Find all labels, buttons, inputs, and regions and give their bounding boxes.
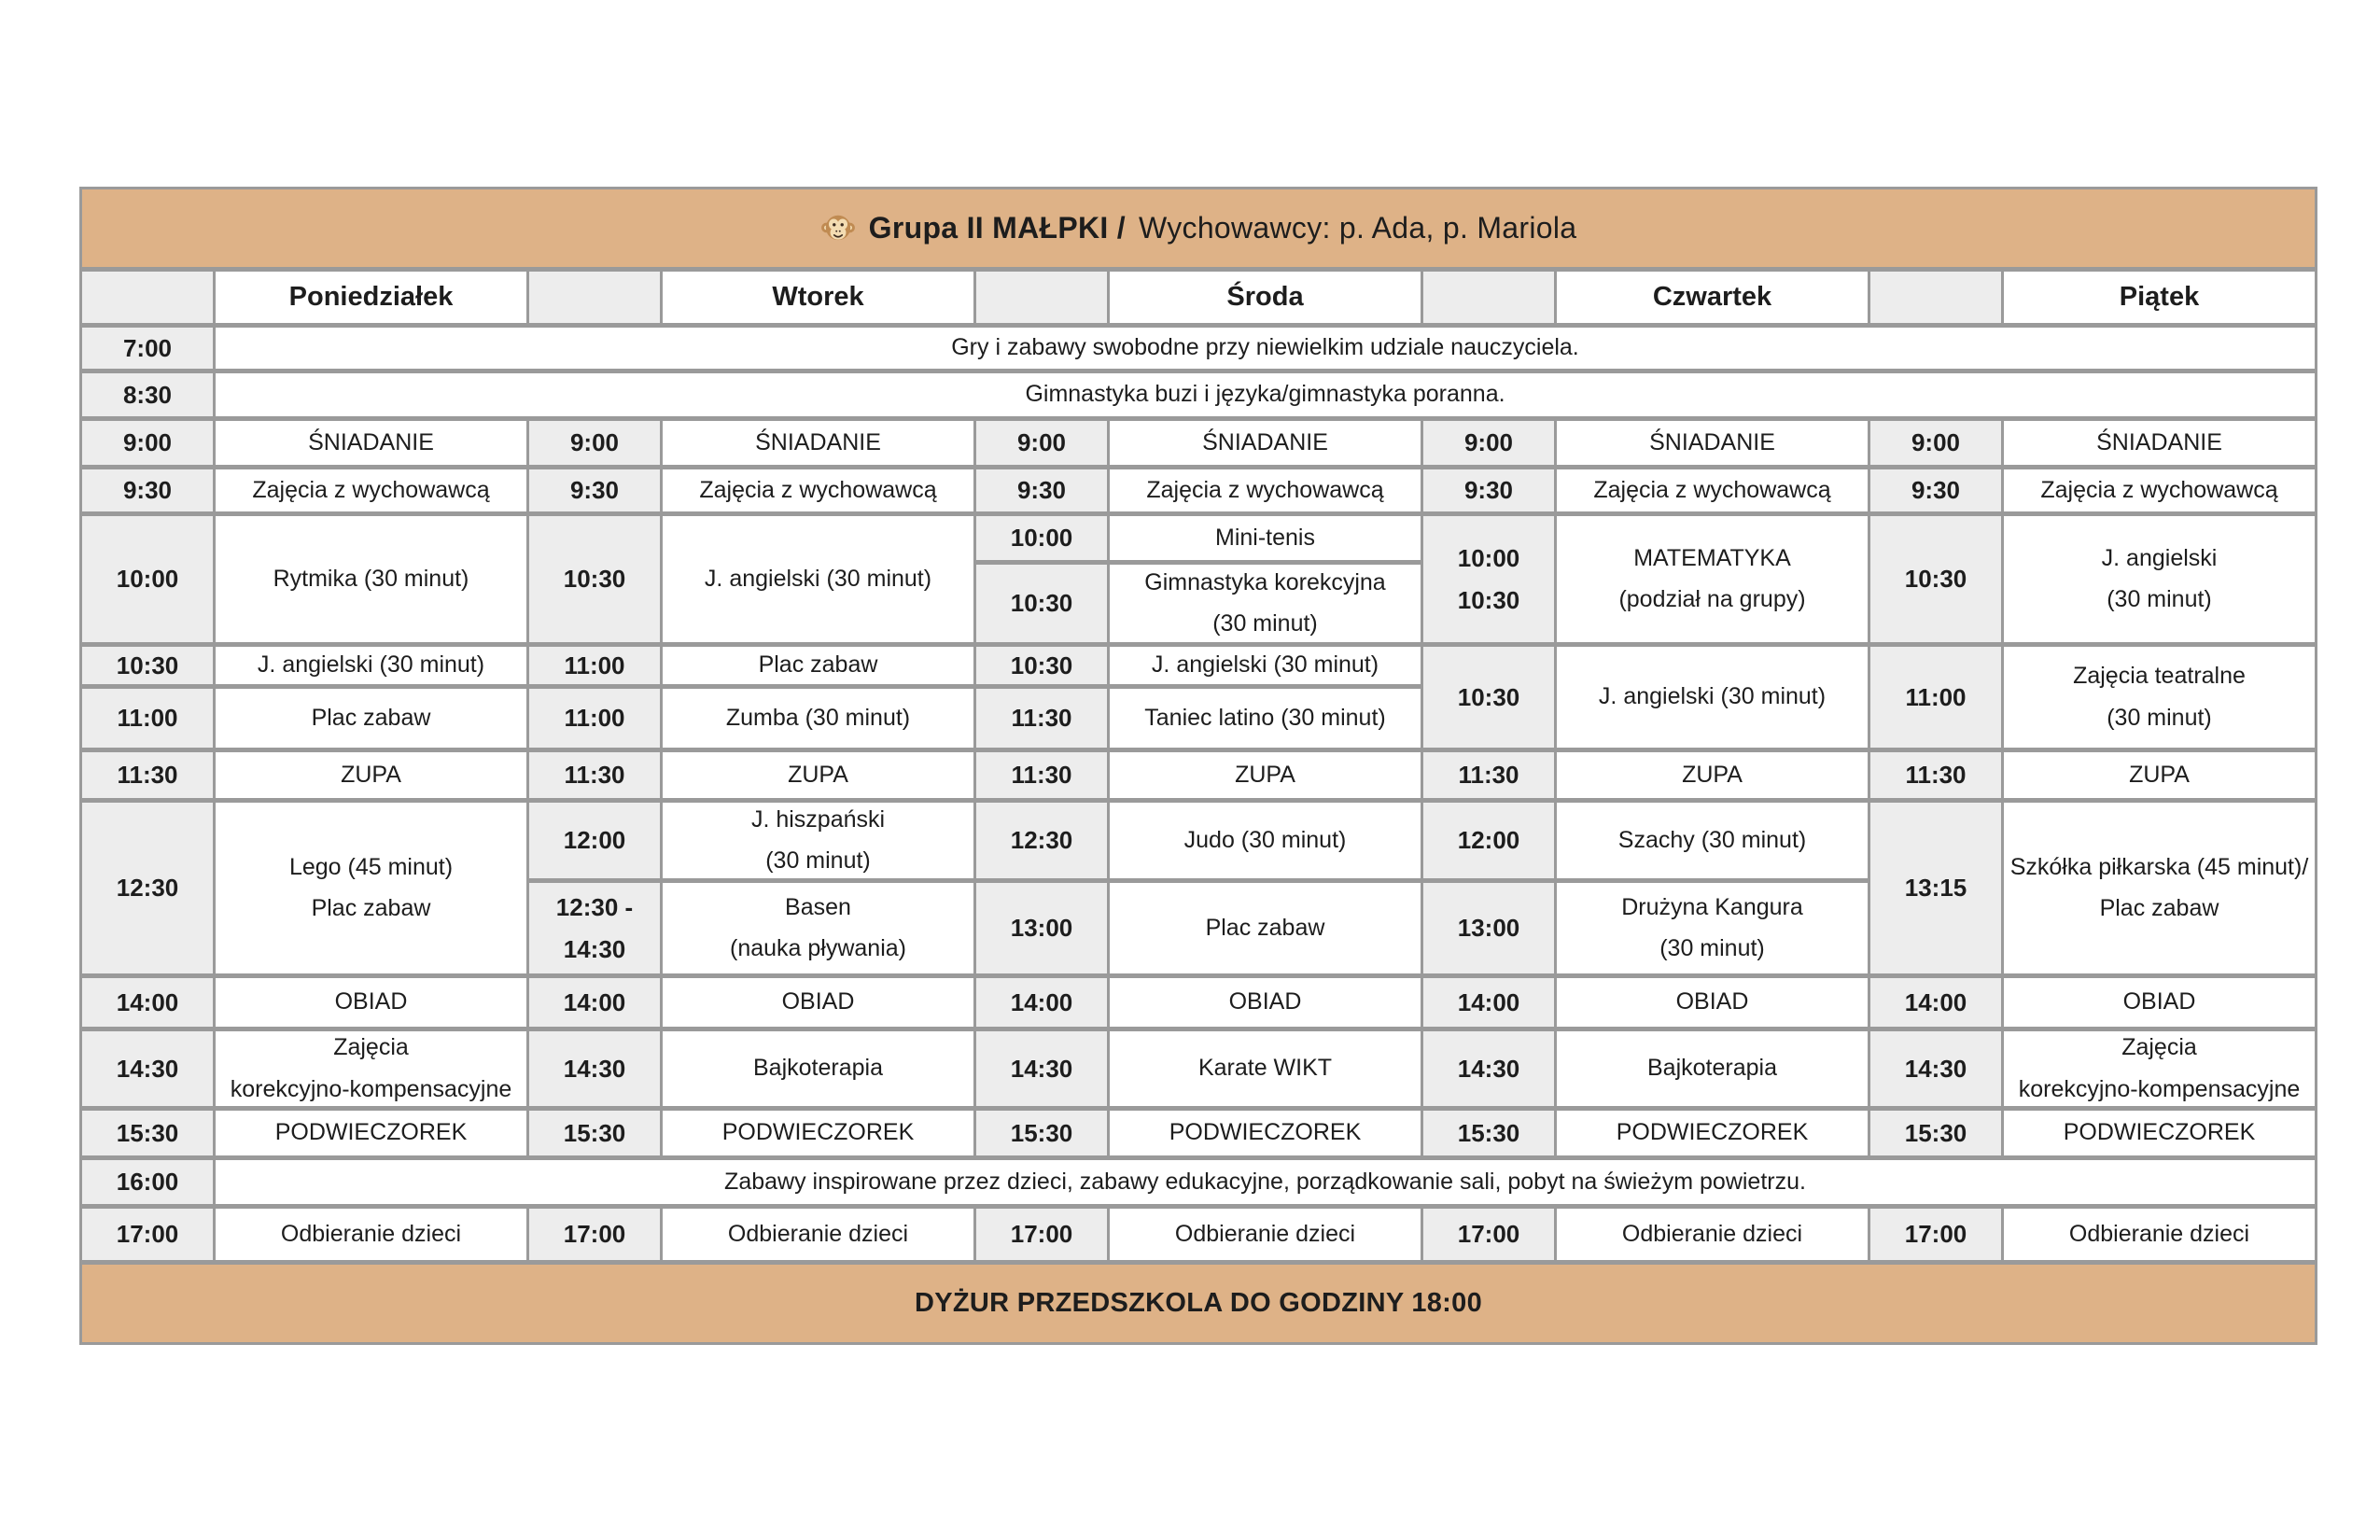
thu-afternoon-time: 14:30 [1423, 1031, 1554, 1106]
mon-afternoon-activity: Zajęcia korekcyjno-kompensacyjne [216, 1031, 526, 1106]
wed-pickup: Odbieranie dzieci [1110, 1209, 1421, 1260]
tue-b2b-time: 11:00 [529, 689, 660, 748]
mon-b3-activity: Lego (45 minut) Plac zabaw [216, 803, 526, 973]
wed-b3b-activity: Plac zabaw [1110, 883, 1421, 973]
tue-afternoon-activity: Bajkoterapia [663, 1031, 973, 1106]
schedule-grid [82, 272, 2315, 1260]
thu-snack: PODWIECZOREK [1557, 1111, 1868, 1155]
wed-tutor-time: 9:30 [976, 469, 1107, 511]
group-title: Grupa II MAŁPKI / [868, 211, 1126, 245]
mon-b1-time: 10:00 [82, 516, 213, 642]
schedule-table [79, 187, 2317, 1345]
fri-pickup: Odbieranie dzieci [2004, 1209, 2315, 1260]
tue-b1-activity: J. angielski (30 minut) [663, 516, 973, 642]
wed-breakfast-time: 9:00 [976, 421, 1107, 465]
thu-b3b-time: 13:00 [1423, 883, 1554, 973]
thu-b2-activity: J. angielski (30 minut) [1557, 647, 1868, 748]
wed-dinner-time: 14:00 [976, 978, 1107, 1027]
thu-pickup: Odbieranie dzieci [1557, 1209, 1868, 1260]
thu-breakfast-time: 9:00 [1423, 421, 1554, 465]
fri-pickup-time: 17:00 [1870, 1209, 2001, 1260]
mon-dinner-time: 14:00 [82, 978, 213, 1027]
tue-b3b-time: 12:30 - 14:30 [529, 883, 660, 973]
monkey-face-icon [820, 211, 856, 246]
fri-b1-activity: J. angielski (30 minut) [2004, 516, 2315, 642]
wed-afternoon-time: 14:30 [976, 1031, 1107, 1106]
fri-soup: ZUPA [2004, 752, 2315, 798]
day-header-spacer [529, 272, 660, 323]
time-1600: 16:00 [82, 1160, 213, 1204]
wed-soup-time: 11:30 [976, 752, 1107, 798]
wed-tutor: Zajęcia z wychowawcą [1110, 469, 1421, 511]
mon-b2a-activity: J. angielski (30 minut) [216, 647, 526, 684]
wed-breakfast: ŚNIADANIE [1110, 421, 1421, 465]
mon-breakfast-time: 9:00 [82, 421, 213, 465]
wed-b3a-time: 12:30 [976, 803, 1107, 878]
mon-afternoon-time: 14:30 [82, 1031, 213, 1106]
mon-b2a-time: 10:30 [82, 647, 213, 684]
time-830: 8:30 [82, 373, 213, 416]
wed-snack-time: 15:30 [976, 1111, 1107, 1155]
tue-dinner: OBIAD [663, 978, 973, 1027]
thu-afternoon-activity: Bajkoterapia [1557, 1031, 1868, 1106]
day-header-spacer [976, 272, 1107, 323]
fri-b3-time: 13:15 [1870, 803, 2001, 973]
fri-afternoon-activity: Zajęcia korekcyjno-kompensacyjne [2004, 1031, 2315, 1106]
wed-b1a-time: 10:00 [976, 516, 1107, 560]
fri-soup-time: 11:30 [1870, 752, 2001, 798]
fri-snack: PODWIECZOREK [2004, 1111, 2315, 1155]
tue-b3a-time: 12:00 [529, 803, 660, 878]
group-header-band [82, 189, 2315, 267]
group-subtitle: Wychowawcy: p. Ada, p. Mariola [1139, 211, 1577, 245]
day-header-monday: Poniedziałek [216, 272, 526, 323]
wed-b1b-time: 10:30 [976, 565, 1107, 642]
wed-snack: PODWIECZOREK [1110, 1111, 1421, 1155]
activity-1600-all-days: Zabawy inspirowane przez dzieci, zabawy edukacyjne, porządkowanie sali, pobyt na świeżym powietrzu. [216, 1160, 2315, 1204]
activity-830-all-days: Gimnastyka buzi i języka/gimnastyka poranna. [216, 373, 2315, 416]
duty-footer-text: DYŻUR PRZEDSZKOLA DO GODZINY 18:00 [915, 1288, 1482, 1318]
mon-snack: PODWIECZOREK [216, 1111, 526, 1155]
tue-afternoon-time: 14:30 [529, 1031, 660, 1106]
wed-b2a-activity: J. angielski (30 minut) [1110, 647, 1421, 684]
thu-tutor-time: 9:30 [1423, 469, 1554, 511]
wed-b1b-activity: Gimnastyka korekcyjna (30 minut) [1110, 565, 1421, 642]
thu-snack-time: 15:30 [1423, 1111, 1554, 1155]
tue-b3a-activity: J. hiszpański (30 minut) [663, 803, 973, 878]
wed-soup: ZUPA [1110, 752, 1421, 798]
thu-dinner: OBIAD [1557, 978, 1868, 1027]
mon-b1-activity: Rytmika (30 minut) [216, 516, 526, 642]
thu-pickup-time: 17:00 [1423, 1209, 1554, 1260]
tue-b3b-activity: Basen (nauka pływania) [663, 883, 973, 973]
mon-snack-time: 15:30 [82, 1111, 213, 1155]
tue-dinner-time: 14:00 [529, 978, 660, 1027]
mon-soup: ZUPA [216, 752, 526, 798]
mon-b3-time: 12:30 [82, 803, 213, 973]
fri-snack-time: 15:30 [1870, 1111, 2001, 1155]
thu-soup: ZUPA [1557, 752, 1868, 798]
mon-tutor: Zajęcia z wychowawcą [216, 469, 526, 511]
fri-breakfast-time: 9:00 [1870, 421, 2001, 465]
thu-b3b-activity: Drużyna Kangura (30 minut) [1557, 883, 1868, 973]
tue-b2b-activity: Zumba (30 minut) [663, 689, 973, 748]
fri-b2-activity: Zajęcia teatralne (30 minut) [2004, 647, 2315, 748]
thu-b3a-time: 12:00 [1423, 803, 1554, 878]
thu-dinner-time: 14:00 [1423, 978, 1554, 1027]
thu-b2-time: 10:30 [1423, 647, 1554, 748]
wed-b3b-time: 13:00 [976, 883, 1107, 973]
day-header-wednesday: Środa [1110, 272, 1421, 323]
thu-b3a-activity: Szachy (30 minut) [1557, 803, 1868, 878]
tue-b2a-activity: Plac zabaw [663, 647, 973, 684]
tue-b1-time: 10:30 [529, 516, 660, 642]
mon-b2b-activity: Plac zabaw [216, 689, 526, 748]
day-header-spacer [1423, 272, 1554, 323]
tue-soup: ZUPA [663, 752, 973, 798]
fri-afternoon-time: 14:30 [1870, 1031, 2001, 1106]
mon-pickup: Odbieranie dzieci [216, 1209, 526, 1260]
tue-pickup-time: 17:00 [529, 1209, 660, 1260]
thu-b1-time: 10:00 10:30 [1423, 516, 1554, 642]
wed-dinner: OBIAD [1110, 978, 1421, 1027]
day-header-friday: Piątek [2004, 272, 2315, 323]
wed-b2a-time: 10:30 [976, 647, 1107, 684]
tue-breakfast-time: 9:00 [529, 421, 660, 465]
thu-tutor: Zajęcia z wychowawcą [1557, 469, 1868, 511]
thu-soup-time: 11:30 [1423, 752, 1554, 798]
activity-700-all-days: Gry i zabawy swobodne przy niewielkim udziale nauczyciela. [216, 328, 2315, 369]
tue-tutor: Zajęcia z wychowawcą [663, 469, 973, 511]
fri-b1-time: 10:30 [1870, 516, 2001, 642]
tue-tutor-time: 9:30 [529, 469, 660, 511]
tue-snack: PODWIECZOREK [663, 1111, 973, 1155]
fri-b2-time: 11:00 [1870, 647, 2001, 748]
day-header-thursday: Czwartek [1557, 272, 1868, 323]
fri-tutor-time: 9:30 [1870, 469, 2001, 511]
tue-pickup: Odbieranie dzieci [663, 1209, 973, 1260]
wed-b2b-activity: Taniec latino (30 minut) [1110, 689, 1421, 748]
wed-b1a-activity: Mini-tenis [1110, 516, 1421, 560]
tue-breakfast: ŚNIADANIE [663, 421, 973, 465]
fri-tutor: Zajęcia z wychowawcą [2004, 469, 2315, 511]
wed-b2b-time: 11:30 [976, 689, 1107, 748]
tue-snack-time: 15:30 [529, 1111, 660, 1155]
tue-b2a-time: 11:00 [529, 647, 660, 684]
fri-dinner-time: 14:00 [1870, 978, 2001, 1027]
wed-b3a-activity: Judo (30 minut) [1110, 803, 1421, 878]
thu-b1-activity: MATEMATYKA (podział na grupy) [1557, 516, 1868, 642]
thu-breakfast: ŚNIADANIE [1557, 421, 1868, 465]
duty-footer-band [82, 1265, 2315, 1342]
fri-breakfast: ŚNIADANIE [2004, 421, 2315, 465]
mon-breakfast: ŚNIADANIE [216, 421, 526, 465]
day-header-spacer [82, 272, 213, 323]
mon-dinner: OBIAD [216, 978, 526, 1027]
day-header-tuesday: Wtorek [663, 272, 973, 323]
mon-pickup-time: 17:00 [82, 1209, 213, 1260]
wed-pickup-time: 17:00 [976, 1209, 1107, 1260]
mon-tutor-time: 9:30 [82, 469, 213, 511]
fri-dinner: OBIAD [2004, 978, 2315, 1027]
time-700: 7:00 [82, 328, 213, 369]
day-header-spacer [1870, 272, 2001, 323]
mon-b2b-time: 11:00 [82, 689, 213, 748]
fri-b3-activity: Szkółka piłkarska (45 minut)/ Plac zabaw [2004, 803, 2315, 973]
wed-afternoon-activity: Karate WIKT [1110, 1031, 1421, 1106]
tue-soup-time: 11:30 [529, 752, 660, 798]
mon-soup-time: 11:30 [82, 752, 213, 798]
